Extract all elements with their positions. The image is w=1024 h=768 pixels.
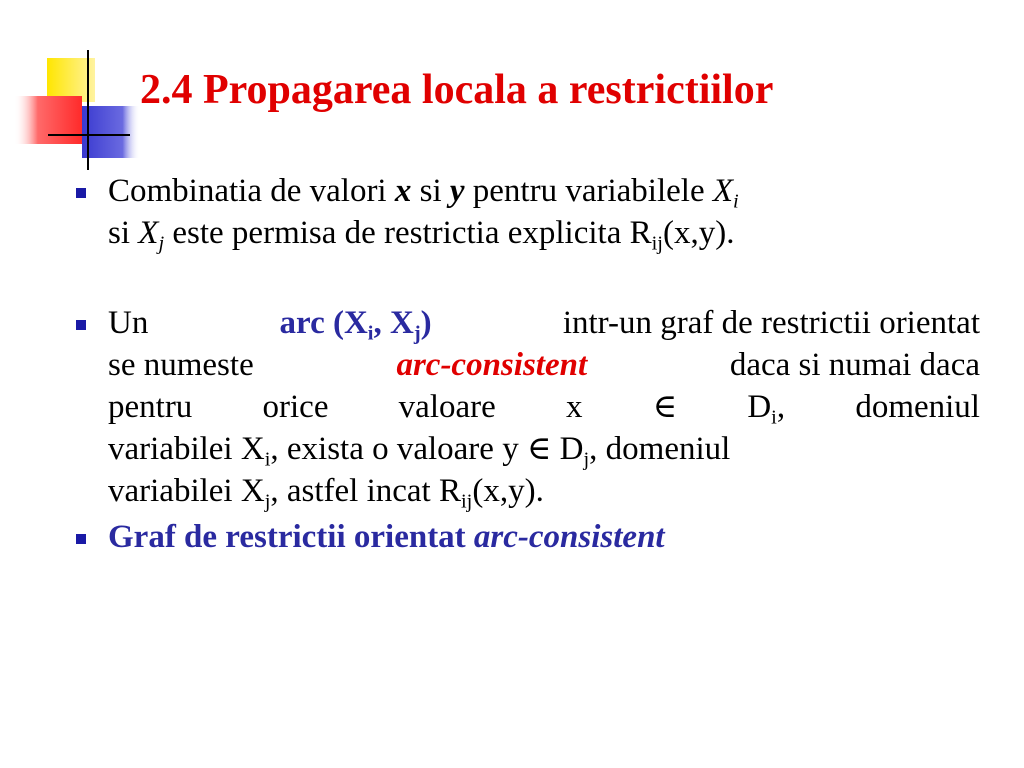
bullet-2-line-5: variabilei $X_j$, astfel incat $R_{ij}(x,y)$.	[108, 473, 544, 513]
red-bar	[14, 96, 82, 144]
bullet-item-1	[68, 170, 980, 254]
bullet-2-line-2: se numeste arc-consistent daca si numai daca	[108, 347, 980, 383]
square-bullet-icon	[76, 188, 86, 198]
bullet-item-2	[68, 302, 980, 512]
bullet-1-line-2: si $X_j$ este permisa de restrictia explicita $R_{ij}(x,y)$.	[108, 215, 735, 255]
slide-title: 2.4 Propagarea locala a restrictiilor	[140, 67, 774, 113]
bullet-1-line-1: Combinatia de valori x si y pentru variabilele $X_i$	[108, 173, 739, 213]
bullet-2-line-3: pentru orice valoare x ∈ $D_i$, domeniul	[108, 389, 980, 429]
blue-square	[82, 106, 140, 158]
bullet-list	[68, 170, 980, 558]
bullet-2-line-1: Un arc ($X_i$, $X_j$) intr-un graf de restrictii orientat	[108, 305, 980, 345]
bullet-item-3	[68, 516, 980, 558]
square-bullet-icon	[76, 534, 86, 544]
decorative-squares	[0, 0, 150, 175]
bullet-3-line-1: Graf de restrictii orientat arc-consistent	[108, 519, 665, 555]
square-bullet-icon	[76, 320, 86, 330]
bullet-2-line-4: variabilei $X_i$, exista o valoare y ∈ $D_j$, domeniul	[108, 431, 731, 471]
